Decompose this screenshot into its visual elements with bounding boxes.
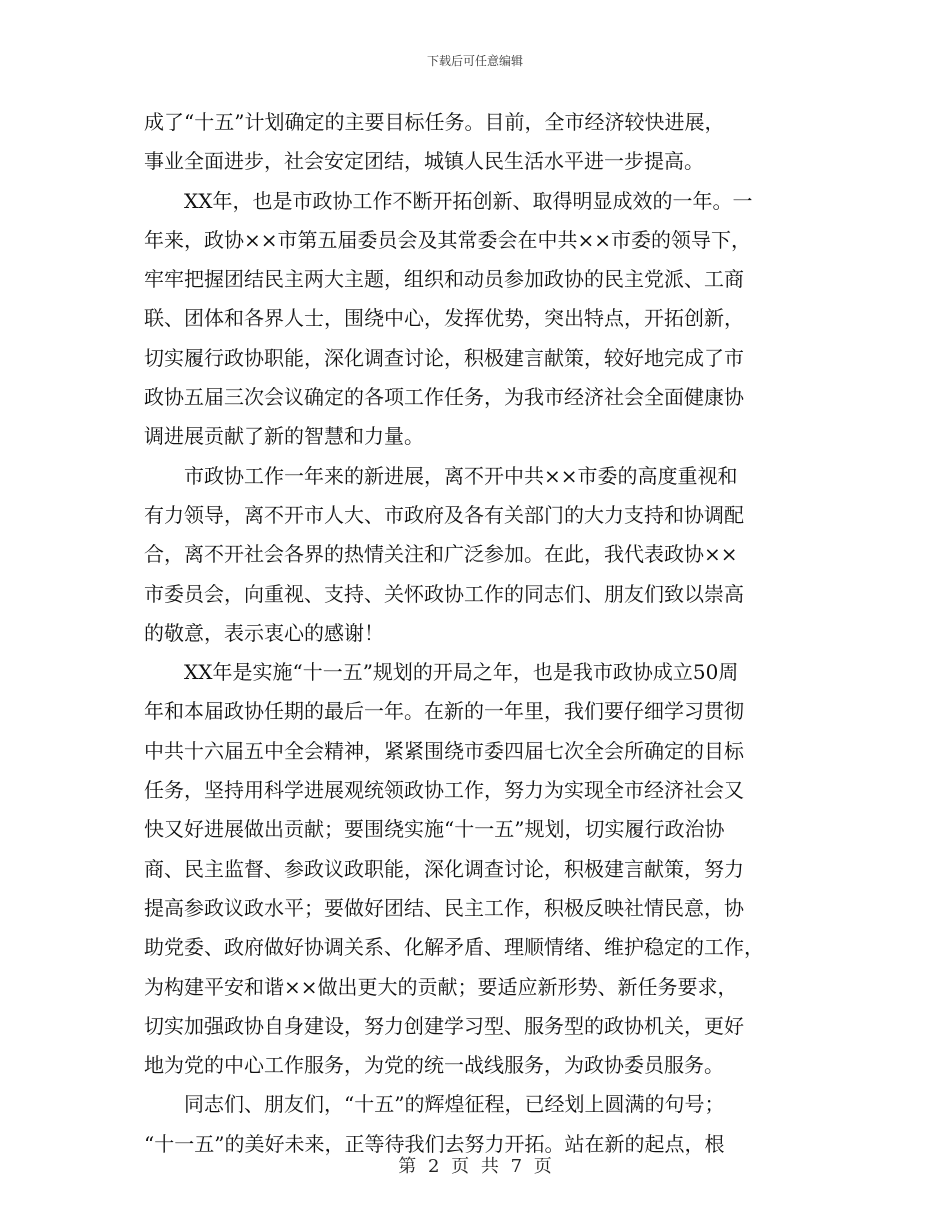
- text-line: 切实履行政协职能，深化调查讨论，积极建言献策，较好地完成了市: [144, 345, 744, 370]
- text-line: 切实加强政协自身建设，努力创建学习型、服务型的政协机关，更好: [144, 1013, 744, 1038]
- text-line: 同志们、朋友们，“十五”的辉煌征程，已经划上圆满的句号；: [184, 1092, 725, 1117]
- text-line: 的敬意，表示衷心的感谢！: [144, 620, 384, 645]
- text-line: 成了“十五”计划确定的主要目标任务。目前，全市经济较快进展，: [144, 110, 725, 134]
- text-line: XX年是实施“十一五”规划的开局之年，也是我市政协成立50周: [184, 660, 739, 685]
- text-line: 地为党的中心工作服务，为党的统一战线服务，为政协委员服务。: [144, 1053, 724, 1078]
- text-line: 政协五届三次会议确定的各项工作任务，为我市经济社会全面健康协: [144, 385, 744, 410]
- text-line: “十一五”的美好未来，正等待我们去努力开拓。站在新的起点，根: [144, 1131, 725, 1156]
- document-body: [144, 103, 812, 1164]
- text-line: 事业全面进步，社会安定团结，城镇人民生活水平进一步提高。: [144, 149, 704, 174]
- text-line: 快又好进展做出贡献；要围绕实施“十一五”规划，切实履行政治协: [144, 817, 725, 842]
- text-line: XX年，也是市政协工作不断开拓创新、取得明显成效的一年。一: [184, 188, 753, 213]
- text-line: 年和本届政协任期的最后一年。在新的一年里，我们要仔细学习贯彻: [144, 699, 744, 724]
- text-line: 为构建平安和谐××做出更大的贡献；要适应新形势、新任务要求，: [144, 974, 738, 999]
- text-line: 合，离不开社会各界的热情关注和广泛参加。在此，我代表政协××: [144, 542, 738, 567]
- text-line: 助党委、政府做好协调关系、化解矛盾、理顺情绪、维护稳定的工作，: [144, 935, 764, 960]
- text-line: 任务，坚持用科学进展观统领政协工作，努力为实现全市经济社会又: [144, 778, 744, 803]
- text-line: 提高参政议政水平；要做好团结、民主工作，积极反映社情民意，协: [144, 895, 744, 920]
- text-line: 有力领导，离不开市人大、市政府及各有关部门的大力支持和协调配: [144, 502, 744, 527]
- text-line: 商、民主监督、参政议政职能，深化调查讨论，积极建言献策，努力: [144, 856, 744, 881]
- text-line: 联、团体和各界人士，围绕中心，发挥优势，突出特点，开拓创新，: [144, 306, 744, 331]
- text-line: 年来，政协××市第五届委员会及其常委会在中共××市委的领导下，: [144, 227, 752, 252]
- text-line: 中共十六届五中全会精神，紧紧围绕市委四届七次全会所确定的目标: [144, 738, 744, 763]
- text-line: 市政协工作一年来的新进展，离不开中共××市委的高度重视和: [184, 463, 738, 488]
- text-line: 市委员会，向重视、支持、关怀政协工作的同志们、朋友们致以崇高: [144, 581, 744, 606]
- page-header: 下载后可任意编辑: [426, 54, 523, 68]
- text-line: 牢牢把握团结民主两大主题，组织和动员参加政协的民主党派、工商: [144, 267, 744, 292]
- page-number-footer: 第 2 页 共 7 页: [398, 1156, 552, 1177]
- text-line: 调进展贡献了新的智慧和力量。: [144, 424, 424, 449]
